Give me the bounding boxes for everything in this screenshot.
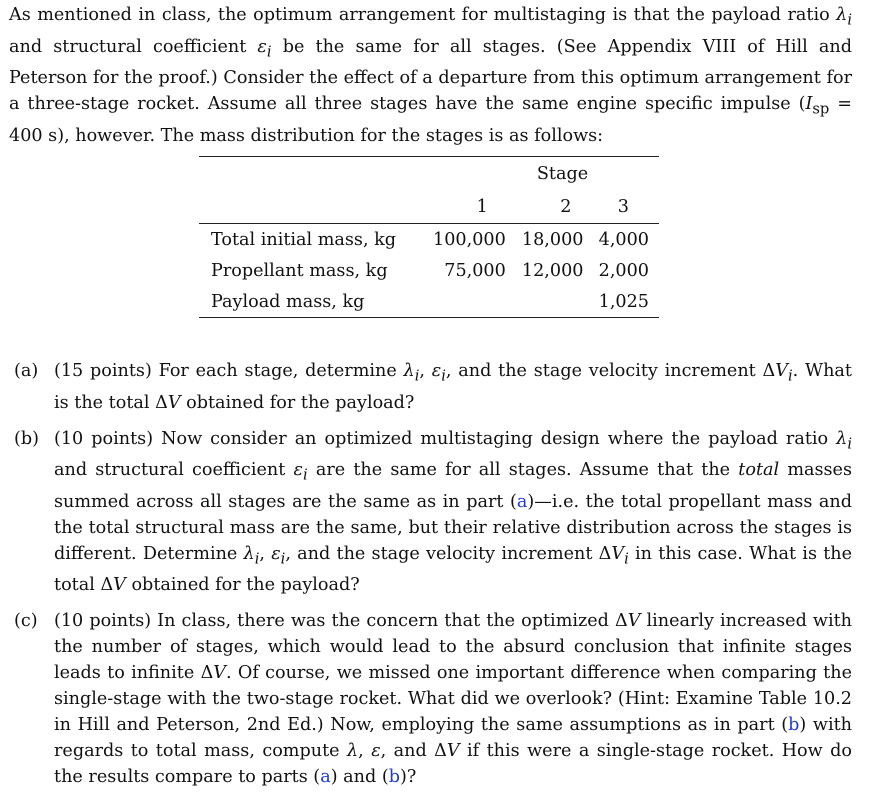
part-text: are the same for all stages. Assume that the <box>307 460 739 481</box>
part-b <box>14 426 852 599</box>
table-cell: 4,000 <box>598 229 649 250</box>
subscript: i <box>624 550 629 568</box>
mass-distribution-table <box>199 156 659 318</box>
table-cell <box>516 286 594 317</box>
stage-number: 1 <box>476 196 488 217</box>
part-marker: (b) <box>14 428 39 449</box>
question-parts <box>14 358 852 800</box>
velocity-symbol: V <box>113 575 126 596</box>
subscript: i <box>266 43 272 61</box>
table-row <box>199 224 659 255</box>
velocity-symbol: V <box>167 392 181 413</box>
epsilon-symbol: ε <box>271 543 281 564</box>
table-row <box>199 255 659 286</box>
velocity-symbol: V <box>611 543 625 564</box>
part-reference-link[interactable]: a <box>516 491 528 512</box>
epsilon-symbol: ε <box>371 741 381 762</box>
part-reference-link[interactable]: a <box>320 767 331 788</box>
part-text: . Of course, we missed one important difference when comparing the single-stage with the two-stage rocket. What did we overlook? (Hint: Examine Table 10.2 in Hill and Peterson, 2nd Ed.) Now, employing the same assumptions as in part ( <box>54 663 852 736</box>
part-text: , <box>259 543 272 564</box>
part-text: , and the stage velocity increment Δ <box>445 361 776 381</box>
velocity-symbol: V <box>213 663 226 684</box>
part-text: )? <box>399 767 417 788</box>
part-text: ) with regards to total mass, compute <box>54 715 852 762</box>
intro-text: be the same for all stages. (See Appendix VIII of Hill and Peterson for the proof.) Consider the effect of a departure from this optimum arrangement for a three-stage rocket. Assume all three stages have the same engine specific impulse ( <box>9 36 852 115</box>
lambda-symbol: λ <box>836 428 848 449</box>
intro-text: As mentioned in class, the optimum arrangement for multistaging is that the payload ratio <box>9 5 830 25</box>
part-text: if this were a single-stage rocket. How do the results compare to parts ( <box>54 741 852 788</box>
part-text: , and the stage velocity increment Δ <box>285 543 612 564</box>
intro-text: = 400 s), however. The mass distribution for the stages is as follows: <box>9 94 852 146</box>
table-cell: 1,025 <box>598 291 649 312</box>
table-cell: 2,000 <box>598 260 649 281</box>
part-text: linearly increased with the number of stages, which would lead to the absurd conclusion that infinite stages leads to infinite Δ <box>54 611 853 684</box>
table-cell: 75,000 <box>444 260 506 281</box>
part-text: and structural coefficient <box>54 460 294 481</box>
lambda-symbol: λ <box>243 543 255 564</box>
part-text: )—i.e. the total propellant mass and the total structural mass are the same, but their relative distribution across the stages is different. Determine <box>54 491 852 564</box>
part-text: masses summed across all stages are the same as in part ( <box>54 460 852 512</box>
part-text: ) and ( <box>330 767 389 788</box>
table-cell: 18,000 <box>521 229 584 250</box>
row-label: Propellant mass, kg <box>211 260 388 281</box>
lambda-symbol: λ <box>403 361 415 381</box>
table-row <box>199 286 659 317</box>
velocity-symbol: V <box>627 611 641 632</box>
epsilon-symbol: ε <box>257 36 267 57</box>
epsilon-symbol: ε <box>293 460 303 481</box>
stage-group-header: Stage <box>536 164 589 184</box>
table-cell: 100,000 <box>433 229 506 250</box>
subscript: i <box>254 550 260 568</box>
part-text: obtained for the payload? <box>125 575 360 596</box>
table-cell <box>426 286 516 317</box>
part-text: , and Δ <box>380 741 447 762</box>
part-reference-link[interactable]: b <box>388 767 400 788</box>
part-text: in this case. What is the total Δ <box>54 543 853 596</box>
part-text: (10 points) In class, there was the concern that the optimized Δ <box>54 611 628 632</box>
lambda-symbol: λ <box>347 741 359 762</box>
subscript: i <box>280 550 286 568</box>
subscript: i <box>847 11 852 29</box>
table-stage-number-row <box>199 191 659 222</box>
part-text: . What is the total Δ <box>54 361 852 413</box>
part-c <box>14 608 852 790</box>
subscript: sp <box>812 100 830 118</box>
table-bottom-rule <box>199 317 659 318</box>
part-marker: (a) <box>14 361 39 381</box>
subscript: i <box>414 367 420 385</box>
lambda-symbol: λ <box>836 5 848 25</box>
table-cell: 12,000 <box>521 260 584 281</box>
part-text: obtained for the payload? <box>180 392 415 413</box>
epsilon-symbol: ε <box>431 361 442 381</box>
subscript: i <box>441 367 446 385</box>
row-label: Payload mass, kg <box>211 291 365 312</box>
subscript: i <box>787 367 793 385</box>
velocity-symbol: V <box>775 361 788 381</box>
subscript: i <box>302 466 308 484</box>
intro-text: and structural coefficient <box>9 36 258 57</box>
part-text: , <box>358 741 372 762</box>
stage-number: 3 <box>617 196 629 217</box>
row-label: Total initial mass, kg <box>211 229 397 250</box>
part-marker: (c) <box>14 611 38 632</box>
part-text: , <box>419 361 432 381</box>
subscript: i <box>847 435 852 453</box>
part-text: (15 points) For each stage, determine <box>54 361 404 381</box>
intro-paragraph <box>9 2 852 149</box>
table-group-header-row <box>199 157 659 191</box>
part-a <box>14 358 852 416</box>
velocity-symbol: V <box>446 741 460 762</box>
stage-number: 2 <box>560 196 572 217</box>
part-text: (10 points) Now consider an optimized multistaging design where the payload ratio <box>54 428 837 449</box>
isp-symbol: I <box>805 94 813 115</box>
emphasis-text: total <box>738 460 780 481</box>
part-reference-link[interactable]: b <box>788 715 800 736</box>
